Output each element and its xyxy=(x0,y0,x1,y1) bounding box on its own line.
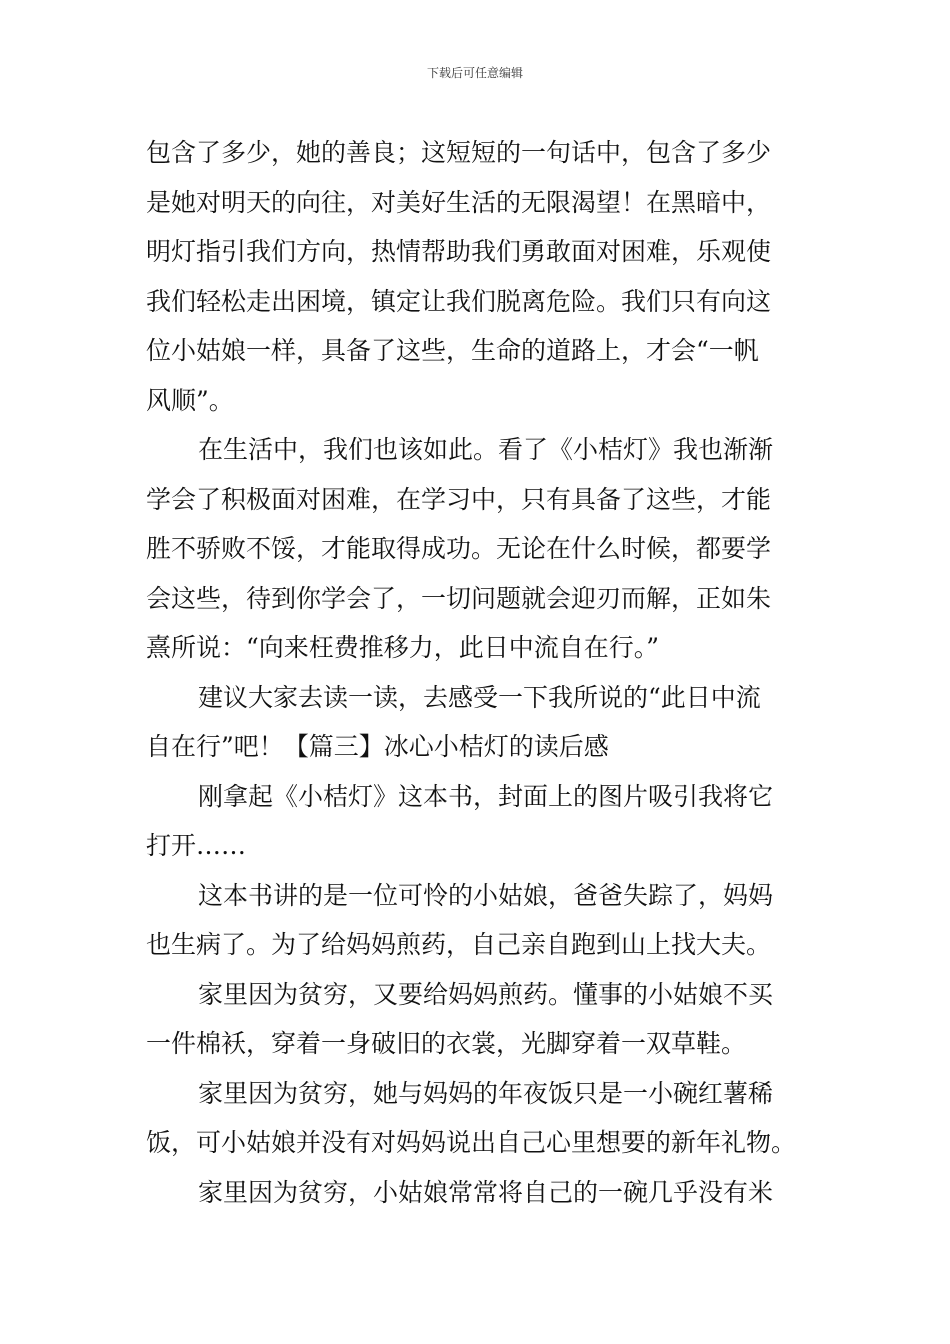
text-line: 我们轻松走出困境，镇定让我们脱离危险。我们只有向这 xyxy=(146,286,772,316)
text-line: 在生活中，我们也该如此。看了《小桔灯》我也渐渐 xyxy=(198,435,774,464)
text-line: 这本书讲的是一位可怜的小姑娘，爸爸失踪了，妈妈 xyxy=(198,880,774,910)
text-line: 学会了积极面对困难，在学习中，只有具备了这些，才能 xyxy=(146,484,772,514)
text-line: 自在行”吧！【篇三】冰心小桔灯的读后感 xyxy=(146,732,609,761)
text-line: 打开…… xyxy=(146,831,247,860)
document-body xyxy=(146,128,810,1217)
text-line: 熹所说：“向来枉费推移力，此日中流自在行。” xyxy=(146,633,660,662)
text-line: 包含了多少，她的善良；这短短的一句话中，包含了多少 xyxy=(146,138,772,167)
text-line: 胜不骄败不馁，才能取得成功。无论在什么时候，都要学 xyxy=(146,534,772,563)
page-header: 下载后可任意编辑 xyxy=(426,66,523,80)
text-line: 饭，可小姑娘并没有对妈妈说出自己心里想要的新年礼物。 xyxy=(146,1128,797,1157)
text-line: 明灯指引我们方向，热情帮助我们勇敢面对困难，乐观使 xyxy=(146,237,772,266)
text-line: 位小姑娘一样，具备了这些，生命的道路上，才会“一帆 xyxy=(146,336,759,365)
text-line: 会这些，待到你学会了，一切问题就会迎刃而解，正如朱 xyxy=(146,583,772,613)
text-line: 也生病了。为了给妈妈煎药，自己亲自跑到山上找大夫。 xyxy=(146,930,772,959)
text-line: 家里因为贫穷，小姑娘常常将自己的一碗几乎没有米 xyxy=(198,1177,774,1207)
text-line: 家里因为贫穷，她与妈妈的年夜饭只是一小碗红薯稀 xyxy=(198,1078,774,1108)
text-line: 风顺”。 xyxy=(146,385,234,415)
text-line: 是她对明天的向往，对美好生活的无限渴望！在黑暗中， xyxy=(146,187,772,217)
text-line: 刚拿起《小桔灯》这本书，封面上的图片吸引我将它 xyxy=(198,781,774,811)
text-line: 建议大家去读一读，去感受一下我所说的“此日中流 xyxy=(198,682,761,712)
text-line: 家里因为贫穷，又要给妈妈煎药。懂事的小姑娘不买 xyxy=(198,979,774,1009)
text-line: 一件棉袄，穿着一身破旧的衣裳，光脚穿着一双草鞋。 xyxy=(146,1029,747,1058)
